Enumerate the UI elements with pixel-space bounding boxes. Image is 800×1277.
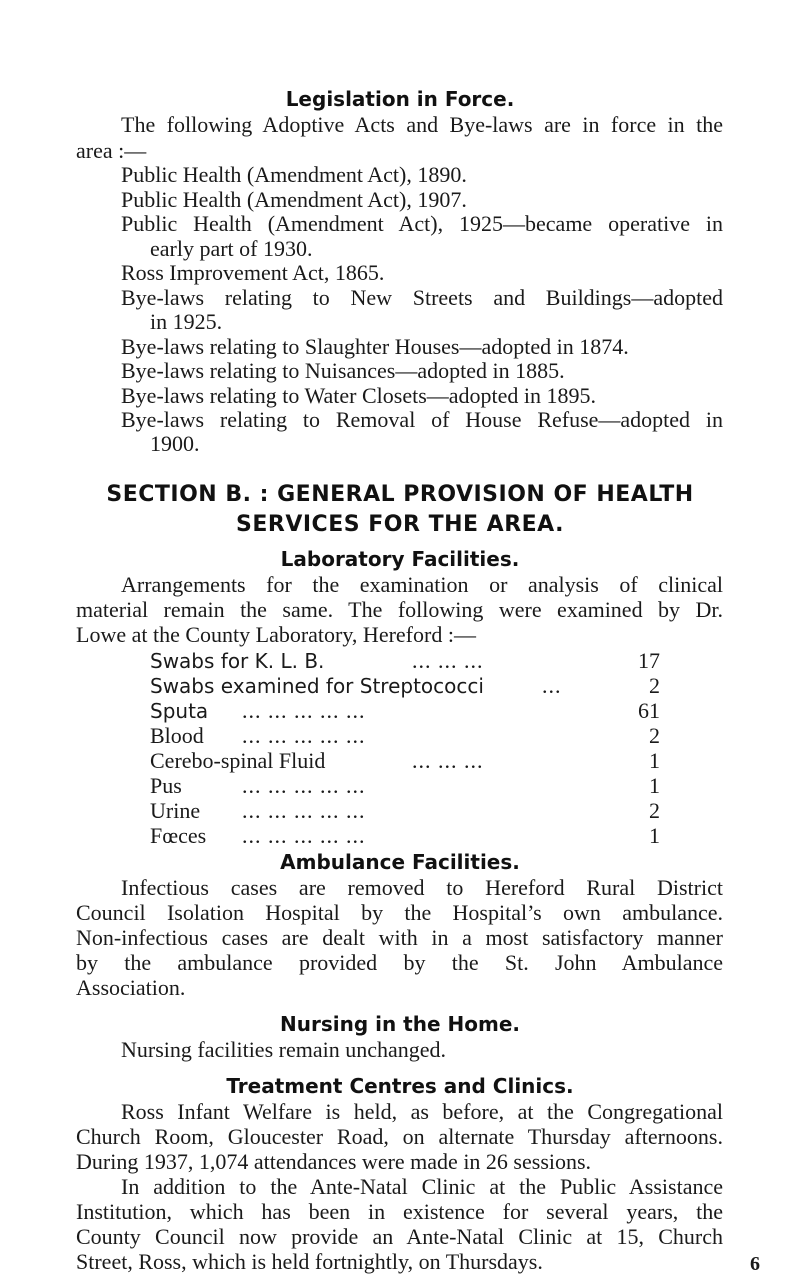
- ambulance-para-line: by the ambulance provided by the St. John Ambulance: [76, 950, 723, 975]
- treatment-para-line: In addition to the Ante-Natal Clinic at the Public Assistance: [121, 1174, 723, 1199]
- table-row: [150, 798, 660, 824]
- laboratory-para-line: material remain the same. The following were examined by Dr.: [76, 597, 723, 622]
- treatment-para-line: Street, Ross, which is held fortnightly, on Thursdays.: [76, 1249, 543, 1274]
- nursing-para: Nursing facilities remain unchanged.: [121, 1037, 447, 1062]
- table-row: [150, 773, 660, 799]
- legislation-item: Bye-laws relating to Removal of House Refuse—adopted in: [121, 407, 723, 432]
- treatment-heading: Treatment Centres and Clinics.: [226, 1074, 574, 1098]
- legislation-item: Public Health (Amendment Act), 1907.: [121, 187, 467, 212]
- ambulance-para-line: Non-infectious cases are dealt with in a most satisfactory manner: [76, 925, 723, 950]
- specimen-count: 17: [638, 648, 660, 673]
- treatment-para-line: County Council now provide an Ante-Natal Clinic at 15, Church: [76, 1224, 723, 1249]
- specimen-count: 2: [649, 798, 660, 823]
- table-row: [150, 723, 660, 749]
- specimen-label: Swabs examined for Streptococci: [150, 674, 484, 698]
- legislation-item: Public Health (Amendment Act), 1890.: [121, 162, 467, 187]
- leader-dots: ...: [542, 673, 562, 698]
- treatment-para-line: Church Room, Gloucester Road, on alternate Thursday afternoons.: [76, 1124, 723, 1149]
- legislation-item: Ross Improvement Act, 1865.: [121, 260, 385, 285]
- section-b-title-line-2: SERVICES FOR THE AREA.: [236, 512, 564, 537]
- legislation-item-continued: early part of 1930.: [150, 236, 313, 261]
- leader-dots: ... ... ... ... ...: [242, 723, 366, 748]
- specimen-count: 1: [649, 773, 660, 798]
- nursing-heading: Nursing in the Home.: [280, 1012, 520, 1036]
- legislation-item: Public Health (Amendment Act), 1925—became operative in: [121, 211, 723, 236]
- page-number-text: 6: [750, 1253, 760, 1275]
- specimen-count: 1: [649, 823, 660, 848]
- specimen-count: 2: [649, 723, 660, 748]
- treatment-para-line: During 1937, 1,074 attendances were made in 26 sessions.: [76, 1149, 592, 1174]
- specimen-count: 1: [649, 748, 660, 773]
- laboratory-heading: Laboratory Facilities.: [280, 547, 520, 571]
- table-row: [150, 673, 660, 699]
- specimen-label: Fœces: [150, 823, 207, 848]
- table-row: [150, 648, 660, 674]
- leader-dots: ... ... ...: [412, 648, 484, 673]
- specimen-count: 2: [649, 673, 660, 698]
- legislation-item-continued: 1900.: [150, 431, 200, 456]
- leader-dots: ... ... ... ... ...: [242, 698, 366, 723]
- ambulance-para-line: Infectious cases are removed to Hereford Rural District: [121, 875, 723, 900]
- specimen-label: Blood: [150, 723, 204, 748]
- leader-dots: ... ... ... ... ...: [242, 823, 366, 848]
- specimen-count: 61: [638, 698, 660, 723]
- legislation-heading: Legislation in Force.: [285, 87, 515, 111]
- laboratory-para-line: Lowe at the County Laboratory, Hereford :—: [76, 622, 476, 647]
- ambulance-heading: Ambulance Facilities.: [280, 850, 520, 874]
- treatment-para-line: Institution, which has been in existence for several years, the: [76, 1199, 723, 1224]
- leader-dots: ... ... ... ... ...: [242, 798, 366, 823]
- legislation-intro-line-1: The following Adoptive Acts and Bye-laws are in force in the: [121, 112, 723, 137]
- legislation-item: Bye-laws relating to Nuisances—adopted in 1885.: [121, 358, 565, 383]
- table-row: [150, 823, 660, 849]
- ambulance-para-line: Council Isolation Hospital by the Hospital’s own ambulance.: [76, 900, 723, 925]
- specimen-label: Urine: [150, 798, 201, 823]
- leader-dots: ... ... ...: [412, 748, 484, 773]
- legislation-item: Bye-laws relating to Slaughter Houses—adopted in 1874.: [121, 334, 629, 359]
- section-b-title-line-1: SECTION B. : GENERAL PROVISION OF HEALTH: [106, 482, 694, 507]
- table-row: [150, 698, 660, 724]
- legislation-intro-line-2: area :—: [76, 138, 147, 163]
- specimen-label: Sputa: [150, 699, 209, 723]
- legislation-item-continued: in 1925.: [150, 309, 223, 334]
- leader-dots: ... ... ... ... ...: [242, 773, 366, 798]
- laboratory-para-line: Arrangements for the examination or analysis of clinical: [121, 572, 723, 597]
- legislation-item: Bye-laws relating to Water Closets—adopted in 1895.: [121, 383, 597, 408]
- specimen-label: Cerebo-spinal Fluid: [150, 748, 326, 773]
- treatment-para-line: Ross Infant Welfare is held, as before, at the Congregational: [121, 1099, 723, 1124]
- ambulance-para-line: Association.: [76, 975, 186, 1000]
- legislation-item: Bye-laws relating to New Streets and Buildings—adopted: [121, 285, 723, 310]
- specimen-label: Swabs for K. L. B.: [150, 649, 325, 673]
- specimen-label: Pus: [150, 773, 182, 798]
- table-row: [150, 748, 660, 774]
